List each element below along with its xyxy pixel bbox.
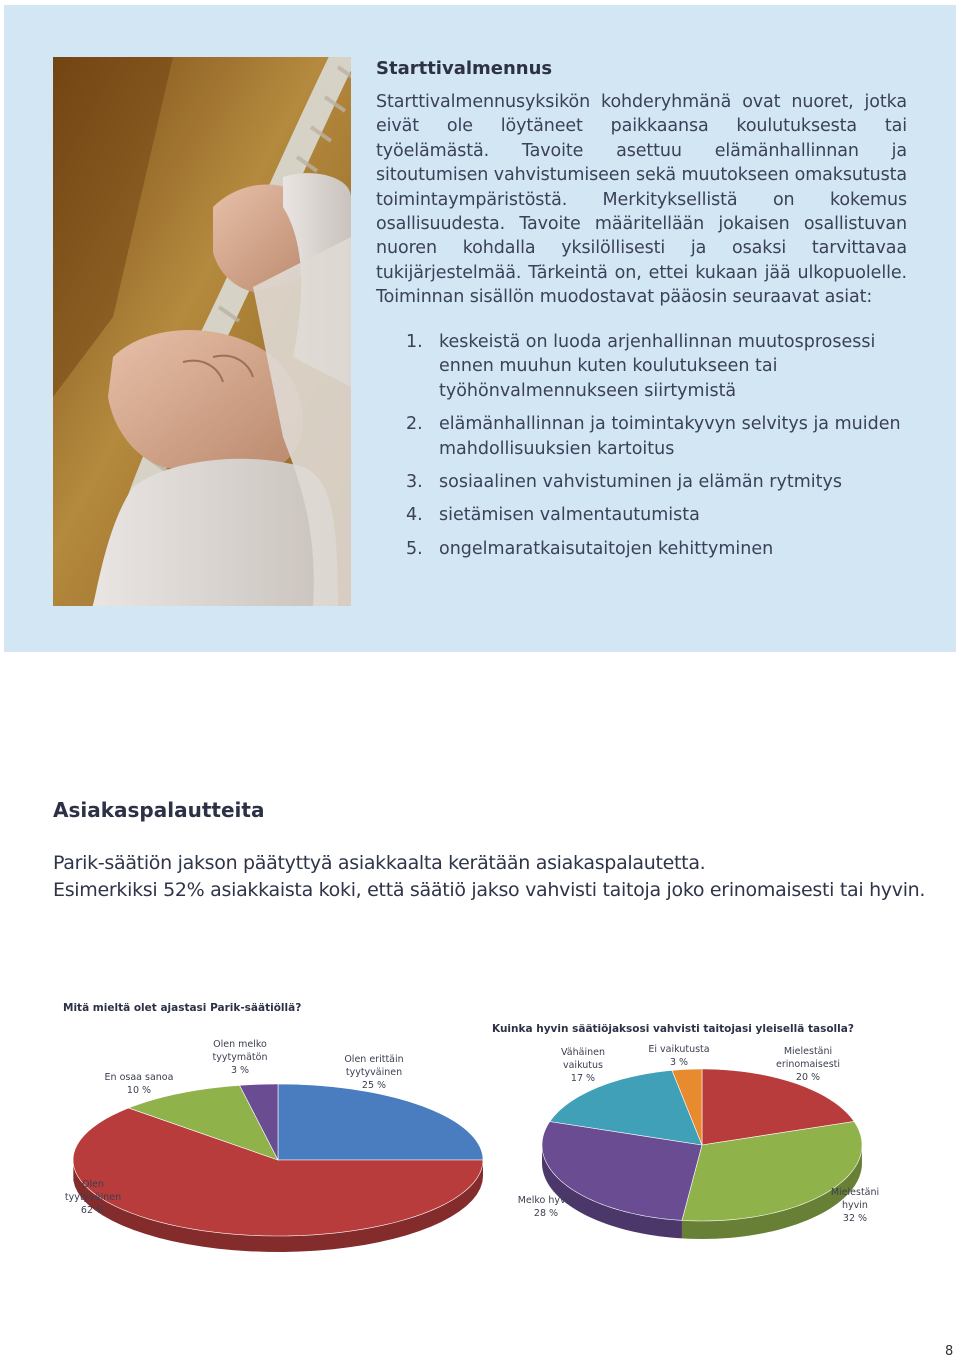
slice-value-label: 62 % [80, 1205, 106, 1216]
list-item-text: elämänhallinnan ja toimintakyvyn selvitys ja muiden mahdollisuuksien kartoitus [439, 414, 901, 459]
steps-list [406, 330, 916, 570]
list-item-number: 5. [406, 538, 423, 559]
slice-label: tyytymätön [212, 1052, 268, 1063]
list-item-text: sosiaalinen vahvistuminen ja elämän rytmitys [439, 472, 842, 493]
slice-label: Mielestäni [783, 1046, 833, 1057]
slice-label: Melko hyvin [517, 1195, 575, 1206]
slice-label: tyytyväinen [345, 1067, 403, 1078]
list-item-text: ongelmaratkaisutaitojen kehittyminen [439, 538, 774, 559]
intro-paragraph: Starttivalmennusyksikön kohderyhmänä ovat nuoret, jotka eivät ole löytäneet paikkaansa koulutuksesta tai työelämästä. Tavoite asettuu elämänhallinnan ja sitoutumisen vahvistumiseen sekä muutokseen omaksutusta toimintaympäristöstä. Merkityksellistä on kokemus osallisuudesta. Tavoite määritellään jokaisen osallistuvan nuoren kohdalla yksilöllisesti ja osaksi tarvittavaa tukijärjestelmää. Tärkeintä on, ettei kukaan jää ulkopuolelle. Toiminnan sisällön muodostavat pääosin seuraavat asiat: [376, 92, 907, 308]
feedback-line-1: Parik-säätiön jakson päätyttyä asiakkaalta kerätään asiakaspalautetta. [53, 852, 706, 874]
list-item [406, 330, 916, 403]
slice-value-label: 17 % [570, 1073, 596, 1084]
section-title-starttivalmennus: Starttivalmennus [376, 58, 553, 79]
chart-title: Kuinka hyvin säätiöjaksosi vahvisti taitojasi yleisellä tasolla? [492, 1023, 854, 1035]
slice-label: erinomaisesti [775, 1059, 841, 1070]
hands-climbing-rope-photo [53, 57, 351, 606]
list-item-number: 2. [406, 414, 423, 435]
slice-label: Vähäinen [561, 1047, 605, 1058]
list-item-number: 4. [406, 505, 423, 526]
slice-label: vaikutus [562, 1060, 604, 1071]
slice-label: Olen erittäin [344, 1054, 404, 1065]
slice-label: En osaa sanoa [104, 1072, 174, 1083]
slice-value-label: 28 % [533, 1208, 559, 1219]
slice-label: tyytyväinen [64, 1192, 122, 1203]
slice-value-label: 3 % [230, 1065, 250, 1076]
slice-value-label: 25 % [361, 1080, 387, 1091]
page-number: 8 [945, 1344, 954, 1359]
list-item-number: 1. [406, 332, 423, 352]
skills-pie-chart [480, 1010, 910, 1240]
list-item-text: sietämisen valmentautumista [439, 505, 700, 526]
slice-value-label: 20 % [795, 1072, 821, 1083]
satisfaction-pie-chart [53, 992, 493, 1252]
list-item [406, 412, 916, 461]
slice-value-label: 10 % [126, 1085, 152, 1096]
pie-slice [278, 1084, 483, 1160]
list-item-text: keskeistä on luoda arjenhallinnan muutosprosessi ennen muuhun kuten koulutukseen tai työhönvalmennukseen siirtymistä [439, 332, 876, 401]
list-item [406, 503, 916, 527]
slice-label: Olen melko [213, 1039, 267, 1050]
slice-value-label: 32 % [842, 1213, 868, 1224]
list-item [406, 470, 916, 494]
section-title-asiakaspalautteita: Asiakaspalautteita [53, 798, 265, 822]
slice-label: Olen [82, 1179, 104, 1190]
slice-label: Ei vaikutusta [648, 1044, 710, 1055]
slice-label: hyvin [842, 1200, 868, 1211]
slice-label: Mielestäni [830, 1187, 880, 1198]
chart-title: Mitä mieltä olet ajastasi Parik-säätiöllä? [63, 1002, 302, 1014]
list-item-number: 3. [406, 472, 423, 493]
list-item [406, 537, 916, 561]
feedback-line-2: Esimerkiksi 52% asiakkaista koki, että säätiö jakso vahvisti taitoja joko erinomaisesti tai hyvin. [53, 879, 926, 901]
slice-value-label: 3 % [669, 1057, 689, 1068]
